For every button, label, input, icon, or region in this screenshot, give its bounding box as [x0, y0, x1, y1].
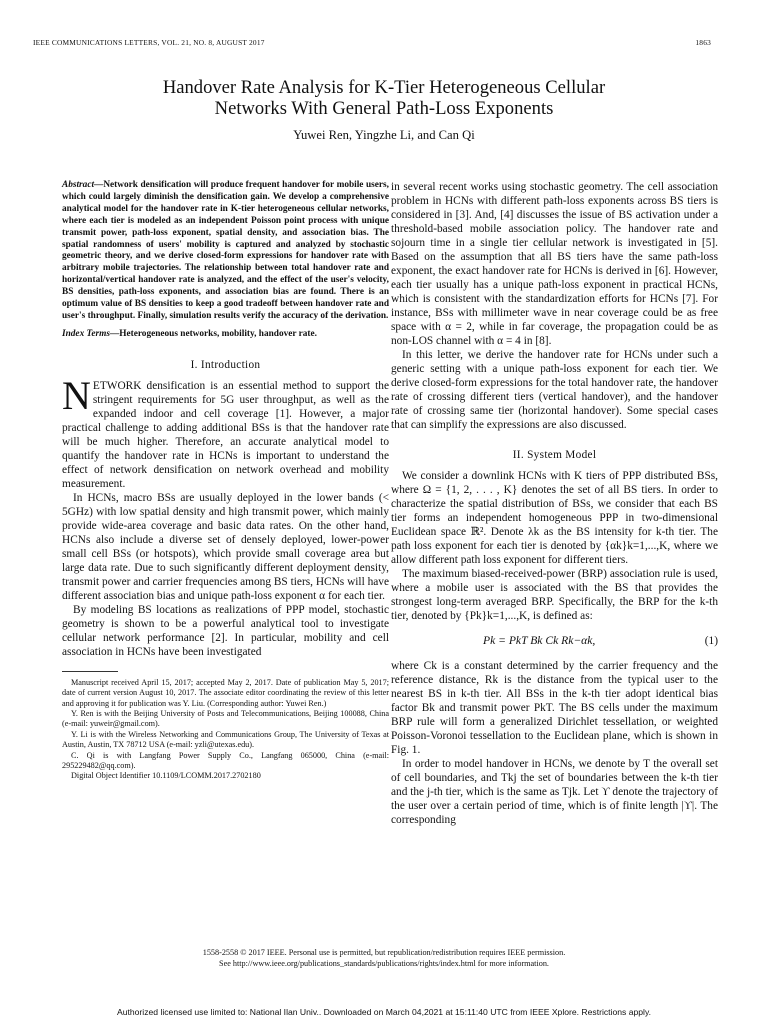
equation-formula: Pk = PkT Bk Ck Rk−αk,: [483, 634, 596, 647]
system-paragraph-3: where Ck is a constant determined by the carrier frequency and the reference distance, Rk is the distance from the typical user to the nearest BS in k-th tier. All BSs in the k-th tier adopt identical bias factor Bk and transmit power PkT. The BS cells under the maximum BRP rule will form a generalized Dirichlet tessellation, or weighted Poisson-Voronoi tessellation to the Euclidean plane, which is shown in Fig. 1.: [391, 660, 718, 756]
author-list: Yuwei Ren, Yingzhe Li, and Can Qi: [293, 128, 475, 142]
intro-paragraph-1-text: ETWORK densification is an essential method to support the stringent requirements for 5G user throughput, as well as the expanded indoor and cell coverage [1]. However, a major practical challenge to adding additional BSs is that the handover rate will be much higher. Therefore, an accurate analytical model to quantify the handover rate in HCNs is important to understand the effect of network densification on network overhead and mobility measurement.: [62, 379, 389, 490]
system-paragraph-2: The maximum biased-received-power (BRP) association rule is used, where a mobile user is associated with the BS that provides the strongest long-term averaged BRP. Specifically, the BRP for the k-th tier, denoted by {Pk}k=1,...,K, is defined as:: [391, 568, 718, 622]
copyright-notice: [0, 947, 768, 969]
copyright-line-1: 1558-2558 © 2017 IEEE. Personal use is permitted, but republication/redistribution requires IEEE permission.: [202, 948, 566, 957]
right-column: [391, 180, 718, 827]
paper-title: [0, 77, 768, 119]
footnote-author-qi: C. Qi is with Langfang Power Supply Co., Langfang 065000, China (e-mail: 295229482@qq.com).: [62, 750, 389, 771]
equation-1: [391, 626, 718, 656]
system-paragraph-4: In order to model handover in HCNs, we denote by T the overall set of cell boundaries, and Tkj the set of boundaries between the k-th tier and the j-th tier, which is the same as Tjk. Let ϒ denote the trajectory of the user over a certain period of time, which is of finite length |ϒ|. The corresponding: [391, 758, 718, 826]
equation-number: (1): [704, 635, 718, 647]
right-paragraph-2: In this letter, we derive the handover rate for HCNs under such a generic setting with a unique path-loss exponent for each tier. We derive closed-form expressions for the total handover rate, the handover rate of crossing different tiers (vertical handover), and the handover rate of crossing same tier (horizontal handover). Some special cases that can simplify the expressions are also discussed.: [391, 349, 718, 431]
footnote-manuscript: Manuscript received April 15, 2017; accepted May 2, 2017. Date of publication May 5, 2017; date of current version August 10, 2017. The associate editor coordinating the review of this letter and approving it for publication was Y. Liu. (Corresponding author: Yuwei Ren.): [62, 677, 389, 708]
abstract-text: Network densification will produce frequent handover for mobile users, which could largely diminish the densification gain. We develop a comprehensive analytical model for the handover rate in K-tier heterogeneous cellular networks, where each tier is modeled as an independent Poisson point process with unique transmit power, path-loss exponent, spatial density, and association bias. The spatial randomness of users' mobility is captured and analyzed by stochastic geometric theory, and we derive closed-form expressions for handover rate with arbitrary mobile trajectories. The relationship between total handover rate and horizontal/vertical handover rate is analyzed, and the effect of the user's velocity, BS densities, path-loss exponents, and association bias are found. There is an optimum value of BS densities to keep a good tradeoff between handover rate and user's throughput. Finally, simulation results verify the accuracy of the derivation.: [62, 180, 389, 321]
intro-paragraph-3: By modeling BS locations as realizations of PPP model, stochastic geometry is shown to be a powerful analytical tool to investigate cellular network performance [2]. In particular, mobility and cell association in HCNs have been investigated: [62, 603, 389, 658]
footnote-author-ren: Y. Ren is with the Beijing University of Posts and Telecommunications, Beijing 100088, China (e-mail: yuweir@gmail.com).: [62, 709, 389, 729]
journal-info: IEEE COMMUNICATIONS LETTERS, VOL. 21, NO. 8, AUGUST 2017: [33, 38, 265, 47]
intro-paragraph-2: In HCNs, macro BSs are usually deployed in the lower bands (< 5GHz) with low spatial density and high transmit power, which mainly provide wide-area coverage and basic data rates. On the other hand, HCNs also include a diverse set of densely deployed, lower-power small cell BSs (or hotspots), which provide small coverage area but large data rate. Due to such significantly different deployment density, transmit power and carrier frequencies among BS tiers, HCNs will have different association bias and unique path-loss exponent α for each tier.: [62, 491, 389, 602]
abstract-dash: —: [94, 180, 104, 190]
footnote-doi: Digital Object Identifier 10.1109/LCOMM.2017.2702180: [71, 771, 261, 781]
abstract: [62, 180, 389, 323]
index-terms: [62, 329, 389, 341]
footnotes: [62, 678, 389, 782]
index-terms-text: Heterogeneous networks, mobility, handover rate.: [119, 328, 317, 339]
intro-paragraph-1: [62, 372, 389, 491]
index-terms-label: Index Terms: [62, 328, 110, 339]
section-heading-system-model: II. System Model: [512, 449, 597, 461]
index-terms-dash: —: [109, 328, 120, 339]
title-line-1: Handover Rate Analysis for K-Tier Heterogeneous Cellular: [162, 77, 606, 98]
title-line-2: Networks With General Path-Loss Exponents: [214, 98, 554, 119]
abstract-label: Abstract: [62, 180, 95, 190]
running-header: [33, 38, 711, 50]
download-notice: Authorized licensed use limited to: National Ilan Univ.. Downloaded on March 04,2021 at 15:11:40 UTC from IEEE Xplore. Restrictions apply.: [116, 1007, 652, 1017]
drop-cap: N: [62, 372, 91, 418]
footnote-author-li: Y. Li is with the Wireless Networking and Communications Group, The University of Texas at Austin, Austin, TX 78712 USA (e-mail: yzli@utexas.edu).: [62, 729, 389, 750]
copyright-line-2: See http://www.ieee.org/publications_standards/publications/rights/index.html for more information.: [219, 959, 549, 968]
system-paragraph-1: We consider a downlink HCNs with K tiers of PPP distributed BSs, where Ω = {1, 2, . . . , K} denotes the set of all BS tiers. In order to characterize the spatial distribution of BSs, we consider that each BS tier forms an independent homogeneous PPP in two-dimensional Euclidean space ℝ². Denote λk as the BS intensity for k-th tier. The path loss exponent for each tier is denoted by {αk}k=1,...,K, where we allow different path loss exponent for different tiers.: [391, 470, 718, 566]
footnote-divider: [62, 671, 118, 672]
left-column: [62, 180, 389, 782]
section-heading-introduction: I. Introduction: [190, 358, 261, 371]
right-paragraph-1: in several recent works using stochastic geometry. The cell association problem in HCNs with different path-loss exponents across BS tiers is considered in [3]. And, [4] discusses the issue of BS activation under a threshold-based mobile association policy. The handover rate and sojourn time in a single tier cellular network is investigated in [5]. Based on the assumption that all BS tiers have the same path-loss exponent, the exact handover rate for HCNs is derived in [6]. However, each tier usually has a unique path-loss exponent in practical HCNs, which is consistent with the standardization efforts for HCNs [7]. For instance, BSs with millimeter wave in near coverage could be as free space with α = 2, while in far coverage, the propagation could be as non-LOS channel with α = 4 in [8].: [391, 181, 718, 347]
page-number: 1863: [695, 38, 711, 47]
